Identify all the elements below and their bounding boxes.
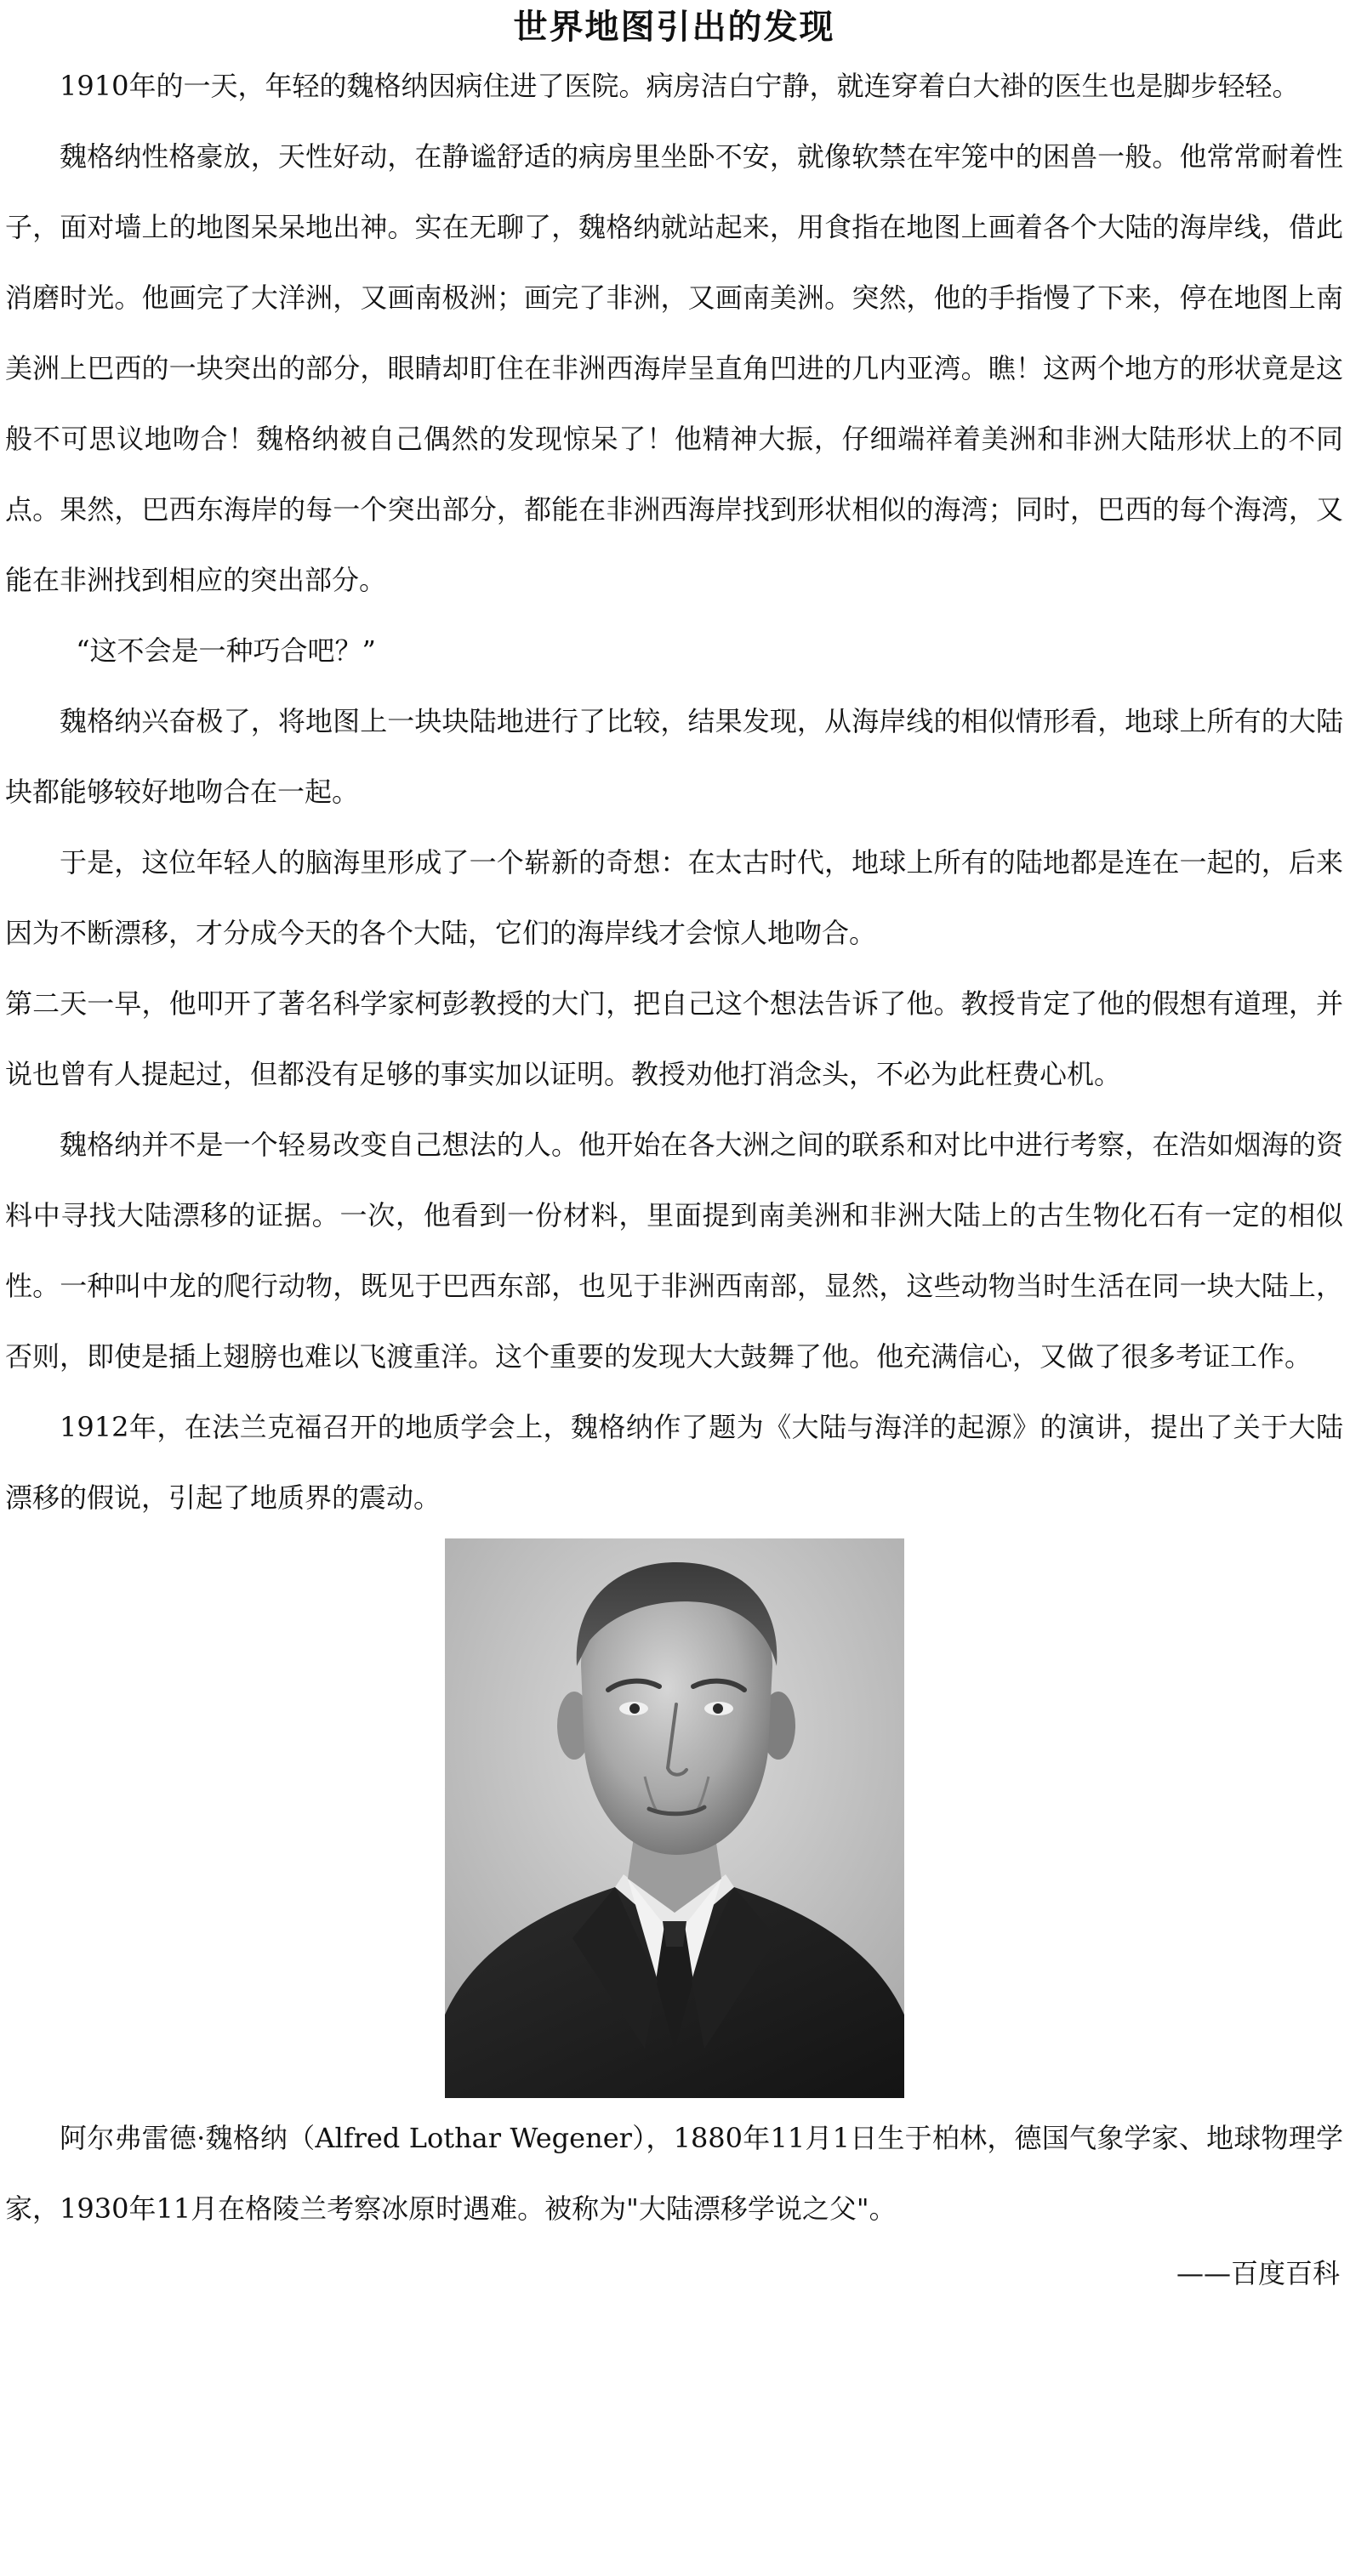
paragraph-lecture: 1912年，在法兰克福召开的地质学会上，魏格纳作了题为《大陆与海洋的起源》的演讲，提出了关于大陆漂移的假说，引起了地质界的震动。 <box>5 1411 1343 1514</box>
source-attribution: ——百度百科 <box>1176 2257 1340 2289</box>
paragraph-professor-visit: 第二天一早，他叩开了著名科学家柯彭教授的大门，把自己这个想法告诉了他。教授肯定了他的假想有道理，并说也曾有人提起过，但都没有足够的事实加以证明。教授劝他打消念头，不必为此枉费心机。 <box>5 987 1343 1090</box>
document-title: 世界地图引出的发现 <box>513 7 835 47</box>
paragraph-evidence: 魏格纳并不是一个轻易改变自己想法的人。他开始在各大洲之间的联系和对比中进行考察，在浩如烟海的资料中寻找大陆漂移的证据。一次，他看到一份材料，里面提到南美洲和非洲大陆上的古生物化石有一定的相似性。一种叫中龙的爬行动物，既见于巴西东部，也见于非洲西南部，显然，这些动物当时生活在同一块大陆上，否则，即使是插上翅膀也难以飞渡重洋。这个重要的发现大大鼓舞了他。他充满信心，又做了很多考证工作。 <box>5 1129 1343 1373</box>
paragraph-comparison: 魏格纳兴奋极了，将地图上一块块陆地进行了比较，结果发现，从海岸线的相似情形看，地球上所有的大陆块都能够较好地吻合在一起。 <box>5 705 1343 808</box>
wegener-portrait-image <box>445 1538 904 2098</box>
paragraph-hypothesis: 于是，这位年轻人的脑海里形成了一个崭新的奇想：在太古时代，地球上所有的陆地都是连在一起的，后来因为不断漂移，才分成今天的各个大陆，它们的海岸线才会惊人地吻合。 <box>5 846 1343 949</box>
paragraph-map-discovery: 魏格纳性格豪放，天性好动，在静谧舒适的病房里坐卧不安，就像软禁在牢笼中的困兽一般。他常常耐着性子，面对墙上的地图呆呆地出神。实在无聊了，魏格纳就站起来，用食指在地图上画着各个大陆的海岸线，借此消磨时光。他画完了大洋洲，又画南极洲；画完了非洲，又画南美洲。突然，他的手指慢了下来，停在地图上南美洲上巴西的一块突出的部分，眼睛却盯住在非洲西海岸呈直角凹进的几内亚湾。瞧！这两个地方的形状竟是这般不可思议地吻合！魏格纳被自己偶然的发现惊呆了！他精神大振，仔细端祥着美洲和非洲大陆形状上的不同点。果然，巴西东海岸的每一个突出部分，都能在非洲西海岸找到形状相似的海湾；同时，巴西的每个海湾，又能在非洲找到相应的突出部分。 <box>5 140 1343 596</box>
paragraph-hospital: 1910年的一天，年轻的魏格纳因病住进了医院。病房洁白宁静，就连穿着白大褂的医生也是脚步轻轻。 <box>60 70 1300 102</box>
paragraph-quote: “这不会是一种巧合吧？” <box>76 634 376 667</box>
photo-caption: 阿尔弗雷德·魏格纳（Alfred Lothar Wegener），1880年11月1日生于柏林，德国气象学家、地球物理学家，1930年11月在格陵兰考察冰原时遇难。被称为"大陆漂移学说之父"。 <box>5 2122 1343 2225</box>
portrait-photo <box>445 1538 904 2098</box>
